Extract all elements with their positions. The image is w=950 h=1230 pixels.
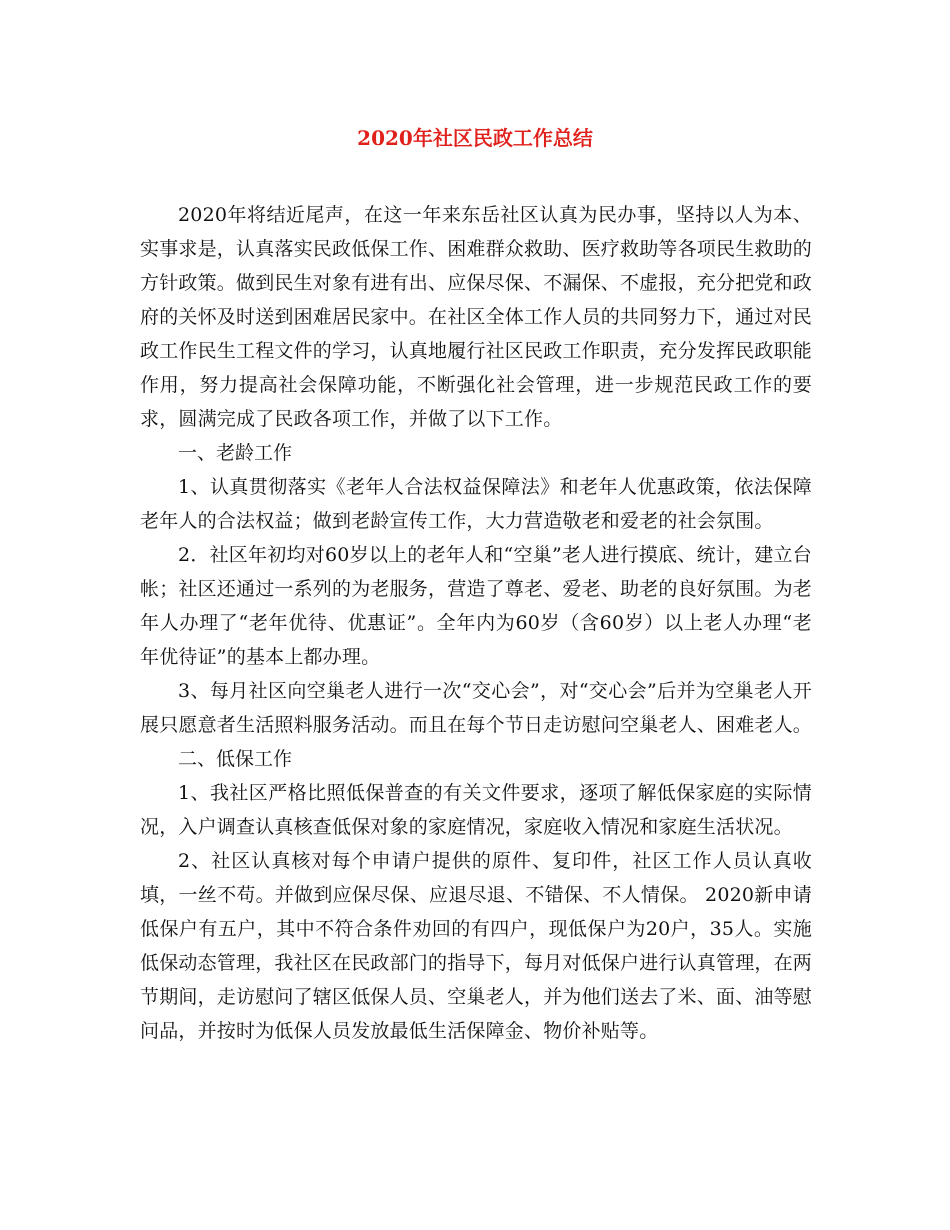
low-income-paragraph-2: 2、社区认真核对每个申请户提供的原件、复印件，社区工作人员认真收填，一丝不苟。并做到应保尽保、应退尽退、不错保、不人情保。 2020新申请低保户有五户，其中不符合条件劝回的有四户，现低保户为20户，35人。实施低保动态管理，我社区在民政部门的指导下，每月对低保户进行认真管理，在两节期间，走访慰问了辖区低保人员、空巢老人，并为他们送去了米、面、油等慰问品，并按时为低保人员发放最低生活保障金、物价补贴等。 — [140, 850, 813, 1042]
elderly-paragraph-2: 2．社区年初均对60岁以上的老年人和“空巢”老人进行摸底、统计，建立台帐；社区还通过一系列的为老服务，营造了尊老、爱老、助老的良好氛围。为老年人办理了“老年优待、优惠证”。全年内为60岁（含60岁）以上老人办理“老年优待证”的基本上都办理。 — [140, 544, 813, 668]
section-heading-low-income: 二、低保工作 — [178, 748, 293, 770]
page-title: 2020年社区民政工作总结 — [357, 126, 593, 150]
low-income-paragraph-1: 1、我社区严格比照低保普查的有关文件要求，逐项了解低保家庭的实际情况，入户调查认真核查低保对象的家庭情况，家庭收入情况和家庭生活状况。 — [140, 782, 812, 838]
elderly-paragraph-1: 1、认真贯彻落实《老年人合法权益保障法》和老年人优惠政策，依法保障老年人的合法权益；做到老龄宣传工作，大力营造敬老和爱老的社会氛围。 — [140, 476, 812, 532]
section-heading-elderly: 一、老龄工作 — [178, 442, 293, 464]
elderly-paragraph-3: 3、每月社区向空巢老人进行一次“交心会”，对“交心会”后并为空巢老人开展只愿意者生活照料服务活动。而且在每个节日走访慰问空巢老人、困难老人。 — [140, 680, 813, 736]
intro-paragraph: 2020年将结近尾声，在这一年来东岳社区认真为民办事，坚持以人为本、实事求是，认真落实民政低保工作、困难群众救助、医疗救助等各项民生救助的方针政策。做到民生对象有进有出、应保尽保、不漏保、不虚报，充分把党和政府的关怀及时送到困难居民家中。在社区全体工作人员的共同努力下，通过对民政工作民生工程文件的学习，认真地履行社区民政工作职责，充分发挥民政职能作用，努力提高社会保障功能，不断强化社会管理，进一步规范民政工作的要求，圆满完成了民政各项工作，并做了以下工作。 — [140, 204, 813, 430]
document-body — [140, 198, 812, 1048]
